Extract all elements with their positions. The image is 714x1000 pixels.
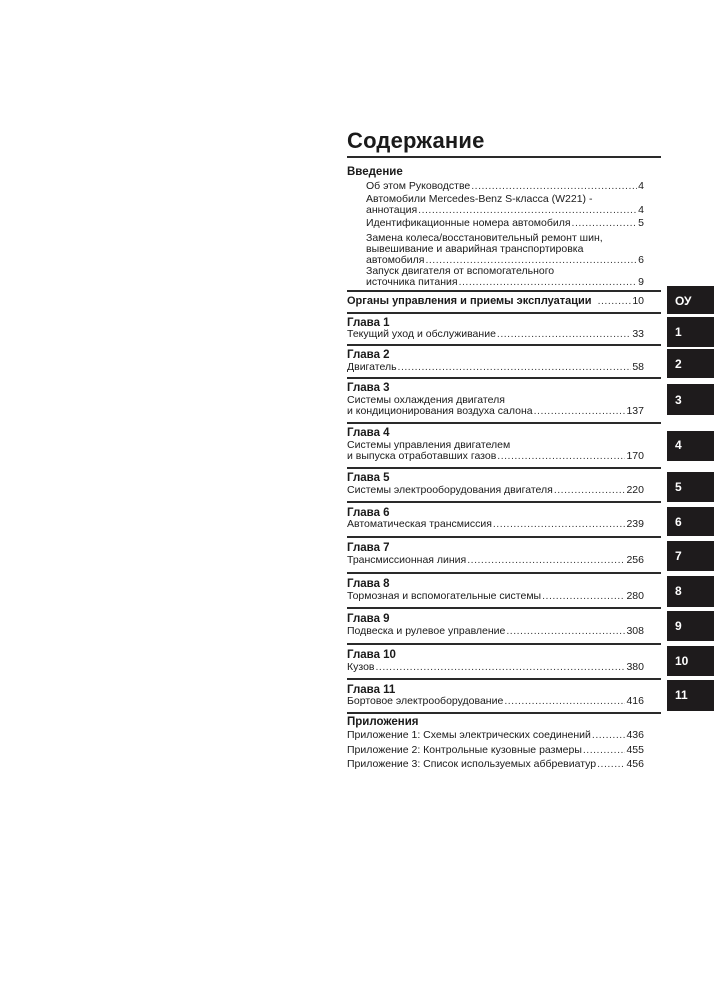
leader-dots bbox=[418, 204, 637, 216]
leader-dots bbox=[583, 744, 626, 756]
entry-page: 416 bbox=[626, 695, 644, 707]
entry-page: 220 bbox=[626, 484, 644, 496]
entry-title: Подвеска и рулевое управление bbox=[347, 625, 506, 637]
entry-title: и кондиционирования воздуха салона bbox=[347, 405, 533, 417]
entry-page: 10 bbox=[632, 295, 644, 307]
entry-page: 58 bbox=[632, 361, 644, 373]
toc-entry-chapter-1[interactable] bbox=[347, 328, 644, 340]
leader-dots bbox=[459, 276, 638, 288]
toc-entry-chapter-5[interactable] bbox=[347, 484, 644, 496]
leader-dots bbox=[542, 590, 625, 602]
entry-page: 170 bbox=[626, 450, 644, 462]
section-rule bbox=[347, 290, 661, 292]
toc-entry-chapter-4[interactable] bbox=[347, 450, 644, 462]
entry-title: Органы управления и приемы эксплуатации bbox=[347, 295, 592, 307]
toc-entry-chapter-2[interactable] bbox=[347, 361, 644, 373]
leader-dots bbox=[471, 180, 637, 192]
entry-page: 5 bbox=[638, 217, 644, 229]
toc-entry-chapter-8[interactable] bbox=[347, 590, 644, 602]
entry-page: 4 bbox=[638, 180, 644, 192]
toc-entry-intro-5[interactable] bbox=[366, 276, 644, 288]
entry-page: 456 bbox=[626, 758, 644, 770]
entry-title: Идентификационные номера автомобиля bbox=[366, 217, 571, 229]
entry-page: 239 bbox=[626, 518, 644, 530]
page-title: Содержание bbox=[347, 128, 485, 153]
thumb-tab-chapter-2[interactable]: 2 bbox=[667, 349, 714, 378]
thumb-tab-chapter-1[interactable]: 1 bbox=[667, 317, 714, 347]
entry-title: Текущий уход и обслуживание bbox=[347, 328, 496, 340]
entry-title: Приложение 2: Контрольные кузовные размеры bbox=[347, 744, 582, 756]
chapter-label: Глава 11 bbox=[347, 684, 396, 696]
leader-dots bbox=[497, 328, 631, 340]
leader-dots bbox=[572, 217, 638, 229]
entry-page: 436 bbox=[626, 729, 644, 741]
entry-title: источника питания bbox=[366, 276, 458, 288]
entry-title: аннотация bbox=[366, 204, 418, 216]
entry-title: Об этом Руководстве bbox=[366, 180, 471, 192]
entry-page: 6 bbox=[638, 254, 644, 266]
leader-dots bbox=[398, 361, 632, 373]
toc-entry-appendix-2[interactable] bbox=[347, 744, 644, 756]
entry-title-line: Замена колеса/восстановительный ремонт шин, bbox=[366, 232, 603, 244]
leader-dots bbox=[597, 758, 625, 770]
entry-page: 280 bbox=[626, 590, 644, 602]
chapter-label: Глава 4 bbox=[347, 427, 390, 439]
leader-dots bbox=[554, 484, 626, 496]
leader-dots bbox=[497, 450, 625, 462]
section-rule bbox=[347, 344, 661, 346]
section-rule bbox=[347, 422, 661, 424]
thumb-tab-chapter-5[interactable]: 5 bbox=[667, 472, 714, 502]
entry-title-line: Системы охлаждения двигателя bbox=[347, 394, 505, 406]
leader-dots bbox=[592, 729, 626, 741]
leader-dots bbox=[506, 625, 625, 637]
toc-entry-chapter-6[interactable] bbox=[347, 518, 644, 530]
toc-entry-chapter-10[interactable] bbox=[347, 661, 644, 673]
chapter-label: Глава 2 bbox=[347, 349, 390, 361]
thumb-tab-chapter-4[interactable]: 4 bbox=[667, 431, 714, 461]
appendices-heading: Приложения bbox=[347, 716, 419, 728]
section-rule bbox=[347, 572, 661, 574]
leader-dots bbox=[467, 554, 625, 566]
thumb-tab-chapter-3[interactable]: 3 bbox=[667, 384, 714, 415]
leader-dots bbox=[534, 405, 626, 417]
entry-title: Автоматическая трансмиссия bbox=[347, 518, 492, 530]
chapter-label: Глава 3 bbox=[347, 382, 390, 394]
section-rule bbox=[347, 501, 661, 503]
thumb-tab-chapter-11[interactable]: 11 bbox=[667, 680, 714, 711]
section-rule bbox=[347, 536, 661, 538]
entry-title: Приложение 3: Список используемых аббревиатур bbox=[347, 758, 597, 770]
section-rule bbox=[347, 712, 661, 714]
toc-entry-chapter-11[interactable] bbox=[347, 695, 644, 707]
toc-entry-intro-3[interactable] bbox=[366, 217, 644, 229]
intro-heading: Введение bbox=[347, 166, 403, 178]
thumb-tab-chapter-10[interactable]: 10 bbox=[667, 646, 714, 676]
section-rule bbox=[347, 607, 661, 609]
entry-title: Бортовое электрооборудование bbox=[347, 695, 504, 707]
entry-title-line: Автомобили Mercedes-Benz S-класса (W221) - bbox=[366, 193, 593, 205]
section-rule bbox=[347, 643, 661, 645]
toc-entry-appendix-3[interactable] bbox=[347, 758, 644, 770]
entry-page: 33 bbox=[632, 328, 644, 340]
entry-title: и выпуска отработавших газов bbox=[347, 450, 497, 462]
thumb-tab-controls[interactable]: ОУ bbox=[667, 286, 714, 314]
chapter-label: Глава 7 bbox=[347, 542, 390, 554]
thumb-tab-chapter-6[interactable]: 6 bbox=[667, 507, 714, 536]
toc-entry-chapter-3[interactable] bbox=[347, 405, 644, 417]
leader-dots bbox=[598, 295, 632, 307]
entry-page: 256 bbox=[626, 554, 644, 566]
entry-title-line: вывешивание и аварийная транспортировка bbox=[366, 243, 584, 255]
thumb-tab-chapter-7[interactable]: 7 bbox=[667, 541, 714, 571]
chapter-label: Глава 9 bbox=[347, 613, 390, 625]
toc-entry-intro-2[interactable] bbox=[366, 204, 644, 216]
entry-page: 9 bbox=[638, 276, 644, 288]
entry-title-line: Запуск двигателя от вспомогательного bbox=[366, 265, 555, 277]
chapter-label: Глава 1 bbox=[347, 317, 390, 329]
section-rule bbox=[347, 678, 661, 680]
toc-entry-chapter-9[interactable] bbox=[347, 625, 644, 637]
entry-page: 4 bbox=[638, 204, 644, 216]
entry-title: автомобиля bbox=[366, 254, 425, 266]
leader-dots bbox=[493, 518, 626, 530]
entry-page: 455 bbox=[626, 744, 644, 756]
section-rule bbox=[347, 312, 661, 314]
thumb-tab-chapter-8[interactable]: 8 bbox=[667, 576, 714, 607]
leader-dots bbox=[504, 695, 625, 707]
entry-title: Приложение 1: Схемы электрических соединений bbox=[347, 729, 591, 741]
title-rule bbox=[347, 156, 661, 158]
entry-page: 380 bbox=[626, 661, 644, 673]
entry-title: Системы электрооборудования двигателя bbox=[347, 484, 553, 496]
entry-title: Тормозная и вспомогательные системы bbox=[347, 590, 542, 602]
chapter-label: Глава 10 bbox=[347, 649, 396, 661]
chapter-label: Глава 6 bbox=[347, 507, 390, 519]
chapter-label: Глава 5 bbox=[347, 472, 390, 484]
entry-title: Кузов bbox=[347, 661, 375, 673]
entry-page: 137 bbox=[626, 405, 644, 417]
leader-dots bbox=[375, 661, 625, 673]
thumb-tab-chapter-9[interactable]: 9 bbox=[667, 611, 714, 641]
toc-entry-chapter-7[interactable] bbox=[347, 554, 644, 566]
entry-page: 308 bbox=[626, 625, 644, 637]
toc-entry-controls[interactable] bbox=[347, 295, 644, 307]
toc-entry-appendix-1[interactable] bbox=[347, 729, 644, 741]
section-rule bbox=[347, 467, 661, 469]
toc-entry-intro-1[interactable] bbox=[366, 180, 644, 192]
section-rule bbox=[347, 377, 661, 379]
chapter-label: Глава 8 bbox=[347, 578, 390, 590]
entry-title: Трансмиссионная линия bbox=[347, 554, 467, 566]
entry-title-line: Системы управления двигателем bbox=[347, 439, 511, 451]
entry-title: Двигатель bbox=[347, 361, 397, 373]
